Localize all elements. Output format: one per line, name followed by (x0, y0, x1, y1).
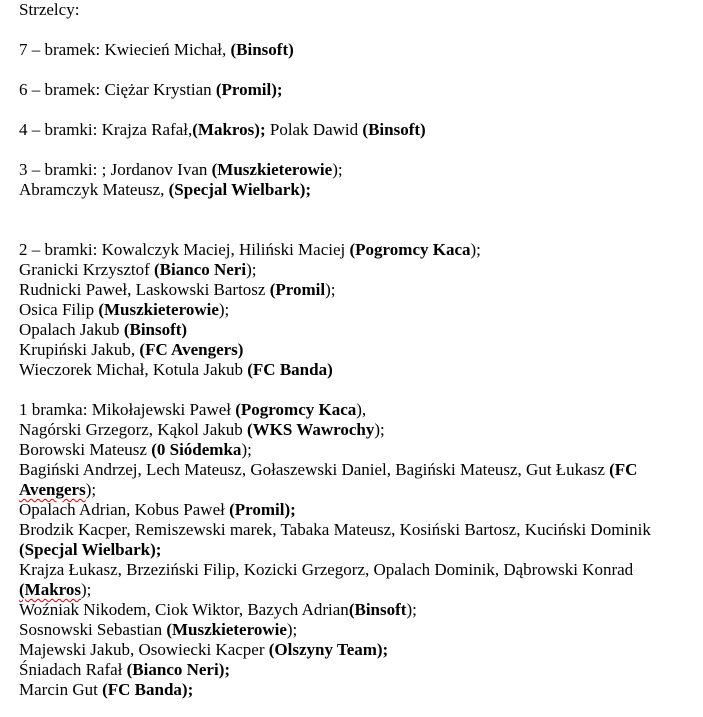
player-names: Granicki Krzysztof (19, 260, 155, 279)
player-names: Polak Dawid (265, 120, 363, 139)
scorer-line (19, 500, 699, 520)
player-names: Abramczyk Mateusz, (19, 180, 169, 199)
goal-heading: 1 bramka: (19, 400, 92, 419)
scorer-line (19, 400, 699, 420)
blank-line (19, 200, 699, 240)
scorer-line (19, 260, 699, 280)
team-name: (FC Banda); (102, 680, 194, 699)
punctuation: ); (85, 480, 97, 499)
player-names: Rudnicki Paweł, Laskowski Bartosz (19, 280, 270, 299)
punctuation: ); (218, 300, 230, 319)
player-names: Sosnowski Sebastian (19, 620, 167, 639)
scorer-line (19, 80, 699, 100)
team-name: (Pogromcy Kaca (235, 400, 357, 419)
punctuation: ); (286, 620, 298, 639)
team-name: (Binsoft) (123, 320, 188, 339)
blank-line (19, 20, 699, 40)
team-name: (Muszkieterowie (98, 300, 219, 319)
team-name: (Olszyny Team); (268, 640, 389, 659)
team-name: (Makros); (192, 120, 266, 139)
team-name: (Promil); (215, 80, 283, 99)
scorer-line (19, 300, 699, 320)
team-name: (Pogromcy Kaca (349, 240, 471, 259)
player-names: Marcin Gut (19, 680, 103, 699)
punctuation: ); (325, 280, 336, 299)
goal-heading: 6 – bramek: (19, 80, 105, 99)
team-name: (WKS Wawrochy (247, 420, 375, 439)
scorer-line (19, 160, 699, 180)
scorer-line (19, 340, 699, 360)
team-name: (0 Siódemka (151, 440, 242, 459)
scorer-line (19, 460, 699, 480)
scorer-line (19, 520, 699, 540)
team-name: (Bianco Neri); (126, 660, 231, 679)
team-name: (FC Banda) (247, 360, 333, 379)
team-name: (Promil (269, 280, 326, 299)
scorer-line (19, 420, 699, 440)
team-name: (FC Avengers) (139, 340, 244, 359)
punctuation: ); (470, 240, 481, 259)
player-names: Bagiński Andrzej, Lech Mateusz, Gołaszewski Daniel, Bagiński Mateusz, Gut Łukasz (19, 460, 610, 479)
blank-line (19, 60, 699, 80)
team-name: Avengers (19, 480, 86, 499)
player-names: Wieczorek Michał, Kotula Jakub (19, 360, 248, 379)
player-names: Brodzik Kacper, Remiszewski marek, Tabaka Mateusz, Kosiński Bartosz, Kuciński Dominik (19, 520, 651, 539)
scorer-line (19, 180, 699, 200)
team-name: (Makros (19, 580, 82, 599)
player-names: Opalach Jakub (19, 320, 124, 339)
punctuation: ), (356, 400, 367, 419)
scorer-line (19, 680, 699, 700)
player-names: Kwiecień Michał, (104, 40, 231, 59)
player-names: Nagórski Grzegorz, Kąkol Jakub (19, 420, 248, 439)
team-name: (Specjal Wielbark); (19, 540, 162, 559)
scorer-line (19, 600, 699, 620)
player-names: Borowski Mateusz (19, 440, 152, 459)
team-name: (Promil); (229, 500, 296, 519)
player-names: Krajza Łukasz, Brzeziński Filip, Kozicki Grzegorz, Opalach Dominik, Dąbrowski Konrad (19, 560, 634, 579)
player-names: Krajza Rafał, (101, 120, 193, 139)
goal-heading: 3 – bramki: ; (19, 160, 111, 179)
player-names: Opalach Adrian, Kobus Paweł (19, 500, 230, 519)
player-names: Krupiński Jakub, (19, 340, 140, 359)
punctuation: ); (374, 420, 385, 439)
team-name: (Muszkieterowie (211, 160, 333, 179)
scorer-line (19, 280, 699, 300)
doc-title (19, 0, 699, 20)
scorer-line (19, 540, 699, 560)
blank-line (19, 140, 699, 160)
scorer-line (19, 560, 699, 580)
team-name: (Binsoft (348, 600, 407, 619)
team-name: (Bianco Neri (154, 260, 247, 279)
scorer-line (19, 240, 699, 260)
punctuation: ); (81, 580, 92, 599)
player-names: Woźniak Nikodem, Ciok Wiktor, Bazych Adrian (19, 600, 349, 619)
goal-heading: 7 – bramek: (19, 40, 105, 59)
team-name: (FC (609, 460, 638, 479)
scorer-line (19, 440, 699, 460)
punctuation: ); (332, 160, 343, 179)
team-name: (Binsoft) (362, 120, 426, 139)
punctuation: ); (241, 440, 252, 459)
player-names: Kowalczyk Maciej, Hiliński Maciej (101, 240, 350, 259)
player-names: Ciężar Krystian (104, 80, 216, 99)
punctuation: ); (406, 600, 417, 619)
player-names: Śniadach Rafał (19, 660, 127, 679)
team-name: (Muszkieterowie (166, 620, 287, 639)
document-body (19, 0, 699, 700)
goal-heading: 4 – bramki: (19, 120, 102, 139)
team-name: (Binsoft) (230, 40, 294, 59)
scorer-line (19, 580, 699, 600)
scorer-line (19, 320, 699, 340)
blank-line (19, 100, 699, 120)
scorer-line (19, 480, 699, 500)
doc-title-text: Strzelcy: (19, 0, 80, 19)
blank-line (19, 380, 699, 400)
player-names: Majewski Jakub, Osowiecki Kacper (19, 640, 269, 659)
player-names: Mikołajewski Paweł (91, 400, 236, 419)
player-names: Osica Filip (19, 300, 99, 319)
team-name: (Specjal Wielbark); (168, 180, 312, 199)
scorer-line (19, 120, 699, 140)
scorer-line (19, 660, 699, 680)
scorer-line (19, 620, 699, 640)
scorer-line (19, 360, 699, 380)
punctuation: ); (246, 260, 257, 279)
scorer-line (19, 40, 699, 60)
scorer-line (19, 640, 699, 660)
goal-heading: 2 – bramki: (19, 240, 102, 259)
player-names: Jordanov Ivan (110, 160, 212, 179)
